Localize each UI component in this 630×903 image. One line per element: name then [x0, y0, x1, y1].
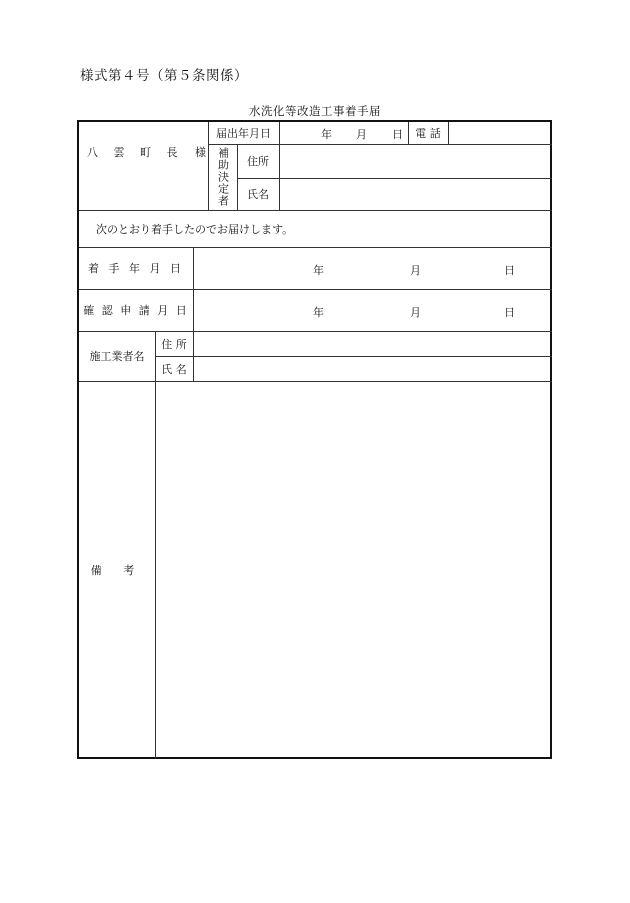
applicant-name-label: 氏名	[247, 188, 269, 201]
start-day-label: 日	[504, 264, 515, 277]
notification-date-label: 届出年月日	[216, 127, 271, 140]
confirmation-year-label: 年	[313, 306, 324, 319]
confirmation-month-label: 月	[410, 306, 421, 319]
notification-date-field[interactable]	[279, 122, 408, 144]
notification-year-label: 年	[321, 128, 332, 141]
contractor-label: 施工業者名	[89, 350, 145, 363]
applicant-address-field[interactable]	[279, 144, 552, 178]
recipient-label: 八 雲 町 長	[87, 146, 184, 159]
notification-day-label: 日	[392, 128, 403, 141]
start-month-label: 月	[410, 264, 421, 277]
contractor-address-label: 住 所	[161, 337, 187, 351]
remarks-field[interactable]	[155, 381, 552, 759]
contractor-address-field[interactable]	[193, 331, 552, 356]
confirmation-day-label: 日	[504, 306, 515, 319]
start-year-label: 年	[313, 264, 324, 277]
phone-field[interactable]	[448, 122, 552, 144]
start-date-field[interactable]	[193, 247, 552, 289]
notification-form	[77, 120, 552, 759]
confirmation-date-label: 確 認 申 請 月 日	[83, 304, 189, 317]
confirmation-date-field[interactable]	[193, 289, 552, 331]
form-number: 様式第４号（第５条関係）	[80, 68, 248, 84]
applicant-name-field[interactable]	[279, 178, 552, 210]
remarks-label: 備 考	[90, 564, 144, 577]
start-date-label: 着 手 年 月 日	[88, 262, 184, 275]
statement-text: 次のとおり着手したのでお届けします。	[96, 222, 294, 236]
notification-month-label: 月	[356, 128, 367, 141]
recipient-cell	[79, 122, 208, 182]
phone-label: 電 話	[415, 127, 441, 140]
applicant-address-label: 住所	[247, 155, 269, 168]
honorific-label: 様	[195, 146, 206, 159]
document-title: 水洗化等改造工事着手届	[249, 104, 381, 118]
subsidy-recipient-label: 補助決定者	[216, 147, 230, 207]
contractor-name-field[interactable]	[193, 356, 552, 381]
contractor-name-label: 氏 名	[161, 362, 187, 376]
